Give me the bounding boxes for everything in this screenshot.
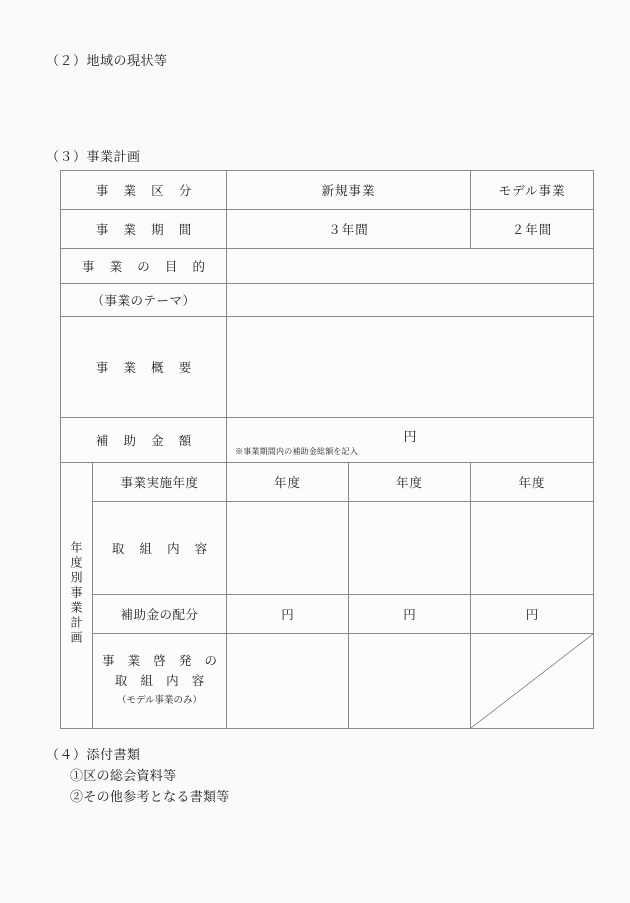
value-business-outline[interactable] bbox=[227, 317, 594, 418]
value-business-theme[interactable] bbox=[227, 284, 594, 317]
table-row-activity-content bbox=[61, 502, 594, 595]
attachments-title: （４）添付書類 bbox=[46, 747, 141, 762]
table-row-fiscal-year bbox=[61, 463, 594, 502]
awareness-label-line-3: （モデル事業のみ） bbox=[116, 696, 203, 706]
value-business-period-model[interactable]: ２年間 bbox=[471, 210, 594, 249]
label-fiscal-year: 事業実施年度 bbox=[93, 463, 227, 502]
attachments-item-1: ①区の総会資料等 bbox=[70, 768, 177, 783]
value-business-period-new[interactable]: ３年間 bbox=[227, 210, 471, 249]
attachments-section bbox=[46, 744, 230, 807]
label-yearly-plan-vertical bbox=[61, 463, 93, 729]
table-row-business-outline bbox=[61, 317, 594, 418]
label-business-period: 事 業 期 間 bbox=[61, 210, 227, 249]
value-subsidy-allocation-2[interactable]: 円 bbox=[349, 595, 471, 634]
label-business-type: 事 業 区 分 bbox=[61, 171, 227, 210]
label-subsidy-amount: 補 助 金 額 bbox=[61, 418, 227, 463]
label-business-outline: 事 業 概 要 bbox=[61, 317, 227, 418]
table-row-subsidy-amount bbox=[61, 418, 594, 463]
value-business-type-model[interactable]: モデル事業 bbox=[471, 171, 594, 210]
subsidy-amount-note: ※事業期間内の補助金総額を記入 bbox=[235, 447, 359, 456]
value-fiscal-year-2[interactable]: 年度 bbox=[349, 463, 471, 502]
value-business-type-new[interactable]: 新規事業 bbox=[227, 171, 471, 210]
section-heading-business-plan: （３）事業計画 bbox=[46, 149, 141, 164]
value-activity-content-1[interactable] bbox=[227, 502, 349, 595]
attachments-item-2: ②その他参考となる書類等 bbox=[70, 789, 230, 804]
diagonal-strike-icon bbox=[471, 634, 593, 728]
value-subsidy-allocation-1[interactable]: 円 bbox=[227, 595, 349, 634]
awareness-label-line-2: 取 組 内 容 bbox=[114, 674, 210, 688]
label-activity-content: 取 組 内 容 bbox=[93, 502, 227, 595]
value-awareness-activity-3-struck bbox=[471, 634, 594, 729]
table-row-business-theme bbox=[61, 284, 594, 317]
value-activity-content-3[interactable] bbox=[471, 502, 594, 595]
label-business-purpose: 事 業 の 目 的 bbox=[61, 249, 227, 284]
business-plan-table bbox=[60, 170, 594, 729]
value-subsidy-amount[interactable] bbox=[227, 418, 594, 463]
section-heading-current-status: （２）地域の現状等 bbox=[46, 53, 168, 68]
label-subsidy-allocation: 補助金の配分 bbox=[93, 595, 227, 634]
table-row-business-purpose bbox=[61, 249, 594, 284]
value-awareness-activity-2[interactable] bbox=[349, 634, 471, 729]
label-business-theme: （事業のテーマ） bbox=[61, 284, 227, 317]
value-fiscal-year-1[interactable]: 年度 bbox=[227, 463, 349, 502]
value-subsidy-allocation-3[interactable]: 円 bbox=[471, 595, 594, 634]
table-row-awareness-activity bbox=[61, 634, 594, 729]
table-row-business-type bbox=[61, 171, 594, 210]
value-fiscal-year-3[interactable]: 年度 bbox=[471, 463, 594, 502]
value-business-purpose[interactable] bbox=[227, 249, 594, 284]
yearly-plan-vertical-text: 年度別事業計画 bbox=[69, 541, 83, 646]
table-row-business-period bbox=[61, 210, 594, 249]
table-row-subsidy-allocation bbox=[61, 595, 594, 634]
awareness-label-line-1: 事 業 啓 発 の bbox=[102, 654, 223, 668]
label-awareness-activity bbox=[93, 634, 227, 729]
subsidy-amount-unit: 円 bbox=[403, 429, 417, 444]
value-activity-content-2[interactable] bbox=[349, 502, 471, 595]
value-awareness-activity-1[interactable] bbox=[227, 634, 349, 729]
